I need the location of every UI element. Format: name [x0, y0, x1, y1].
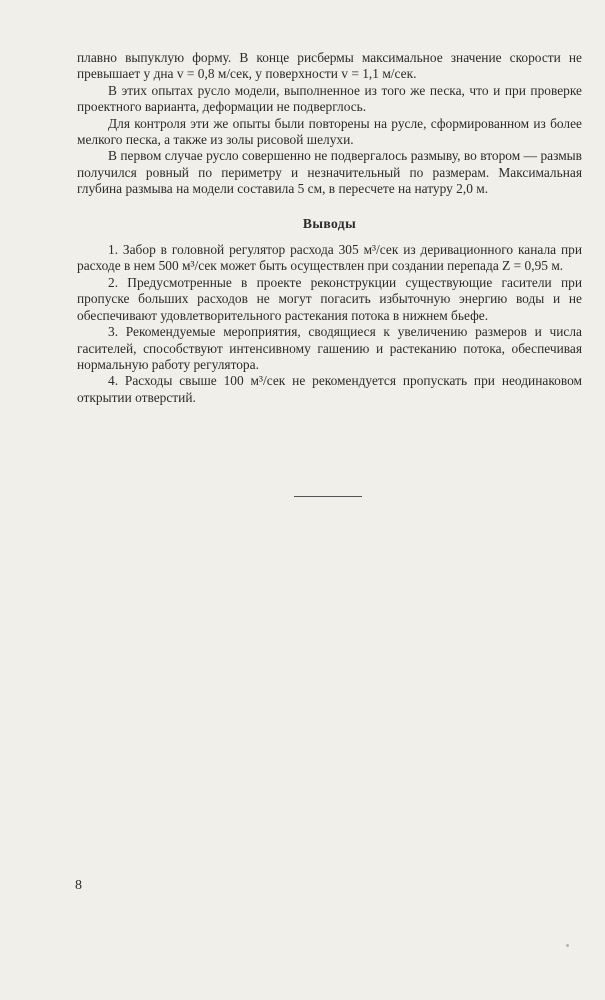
conclusion-item-3: 3. Рекомендуемые мероприятия, сводящиеся к увеличению размеров и числа гасителей, способствуют интенсивному гашению и растеканию потока, обеспечивая нормальную работу регулятора. [77, 324, 582, 372]
section-separator [296, 496, 362, 497]
paragraph-first-case: В первом случае русло совершенно не подвергалось размыву, во втором — размыв получился ровный по периметру и незначительный по размерам. Максимальная глубина размыва на модели составила 5 см, в пересчете на натуру 2,0 м. [77, 148, 582, 197]
paragraph-model: В этих опытах русло модели, выполненное из того же песка, что и при проверке проектного варианта, деформации не подверглось. [77, 82, 582, 115]
paper-spot [566, 944, 569, 947]
page-number: 8 [75, 878, 82, 893]
page-content [77, 50, 582, 406]
conclusion-item-4: 4. Расходы свыше 100 м³/сек не рекомендуется пропускать при неодинаковом открытии отверстий. [77, 373, 582, 405]
conclusion-item-1: 1. Забор в головной регулятор расхода 305 м³/сек из деривационного канала при расходе в нем 500 м³/сек может быть осуществлен при создании перепада Z = 0,95 м. [77, 242, 582, 274]
paragraph-control: Для контроля эти же опыты были повторены на русле, сформированном из более мелкого песка, а также из золы рисовой шелухи. [77, 115, 582, 148]
conclusions-heading: Выводы [302, 215, 357, 231]
conclusion-item-2: 2. Предусмотренные в проекте реконструкции существующие гасители при пропуске больших расходов не могут погасить избыточную энергию воды и не обеспечивают удовлетворительного растекания потока в нижнем бьефе. [77, 274, 582, 323]
paragraph-top: плавно выпуклую форму. В конце рисбермы максимальное значение скорости не превышает у дна v = 0,8 м/сек, у поверхности v = 1,1 м/сек. [77, 50, 582, 82]
